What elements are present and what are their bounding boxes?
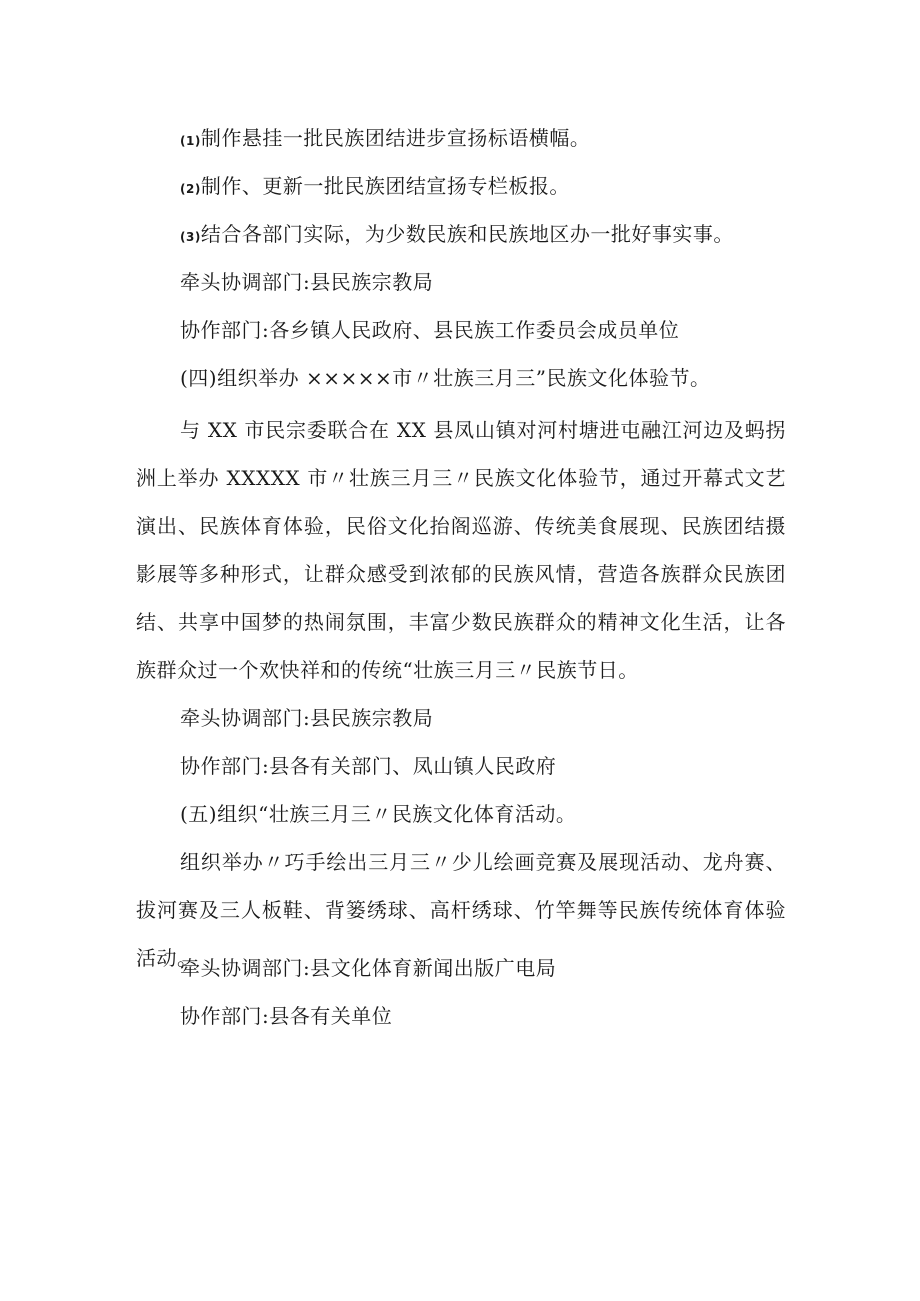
body-paragraph-1: 与 XX 市民宗委联合在 XX 县凤山镇对河村塘进屯融江河边及蚂拐洲上举办 XXXXX 市〃壮族三月三〃民族文化体验节，通过开幕式文艺演出、民族体育体验，民俗文化抬阁巡游、传统美食展现、民族团结摄影展等多种形式，让群众感受到浓郁的民族风情，营造各族群众民族团结、共享中国梦的热闹氛围，丰富少数民族群众的精神文化生活，让各族群众过一个欢快祥和的传统“壮族三月三〃民族节日。 [136,418,786,682]
list-item-1 [180,124,590,155]
lead-department-line: 牵头协调部门:县民族宗教局 [180,270,434,294]
list-item-text: 制作悬挂一批民族团结进步宣扬标语横幅。 [200,126,591,150]
list-item-2 [180,172,570,203]
list-item-3 [180,220,734,251]
list-item-text: 结合各部门实际，为少数民族和民族地区办一批好事实事。 [200,222,734,246]
list-number: (3) [180,230,201,244]
cooperating-department-line: 协作部门:县各有关部门、凤山镇人民政府 [180,754,557,778]
cooperating-department-line: 协作部门:县各有关单位 [180,1004,393,1028]
list-number: (2) [180,182,201,196]
lead-department-line: 牵头协调部门:县文化体育新闻出版广电局 [180,956,557,980]
cooperating-department-line: 协作部门:各乡镇人民政府、县民族工作委员会成员单位 [180,318,680,342]
lead-department-line: 牵头协调部门:县民族宗教局 [180,706,434,730]
list-number: (1) [180,134,201,148]
section-heading-5: (五)组织“壮族三月三〃民族文化体育活动。 [180,802,577,826]
section-heading-4: (四)组织举办 ×××××市〃壮族三月三”民族文化体验节。 [180,366,711,390]
body-paragraph-2: 组织举办〃巧手绘出三月三〃少儿绘画竞赛及展现活动、龙舟赛、拔河赛及三人板鞋、背篓绣球、高杆绣球、竹竿舞等民族传统体育体验活动。 [136,850,786,970]
list-item-text: 制作、更新一批民族团结宣扬专栏板报。 [200,174,570,198]
